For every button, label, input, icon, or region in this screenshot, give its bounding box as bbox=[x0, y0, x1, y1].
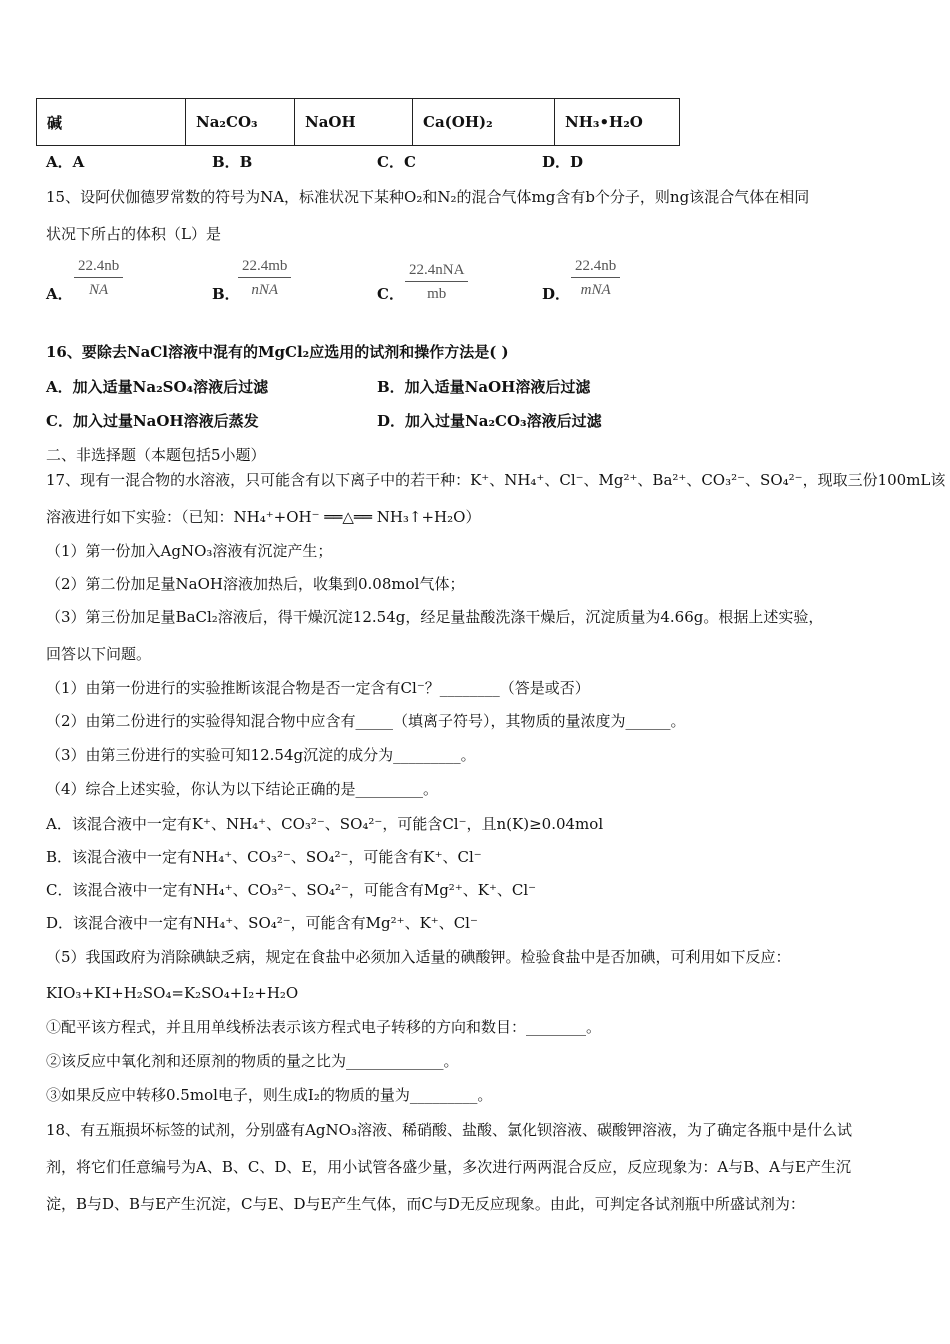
fraction-numerator: 22.4nb bbox=[74, 258, 123, 278]
q15-option-c-label[interactable]: C． bbox=[377, 285, 404, 303]
fraction-denominator bbox=[238, 278, 291, 299]
fraction-denominator-text: NA bbox=[89, 282, 109, 298]
q17-choice-b[interactable]: B．该混合液中一定有NH₄⁺、CO₃²⁻、SO₄²⁻，可能含有K⁺、Cl⁻ bbox=[46, 848, 482, 866]
q14-option-b[interactable]: B．B bbox=[212, 153, 253, 171]
q16-option-a[interactable]: A．加入适量Na₂SO₄溶液后过滤 bbox=[46, 378, 269, 396]
q14-option-d[interactable]: D．D bbox=[542, 153, 584, 171]
q16-option-c[interactable]: C．加入过量NaOH溶液后蒸发 bbox=[46, 412, 259, 430]
fraction-denominator bbox=[571, 278, 620, 299]
q15-option-c-fraction bbox=[405, 262, 468, 303]
section-heading: 二、非选择题（本题包括5小题） bbox=[46, 446, 266, 464]
q17-question-4: （4）综合上述实验，你认为以下结论正确的是_________。 bbox=[46, 780, 439, 798]
q16-stem: 16、要除去NaCl溶液中混有的MgCl₂应选用的试剂和操作方法是( ) bbox=[46, 343, 509, 361]
fraction-numerator: 22.4nNA bbox=[405, 262, 468, 282]
q17-question-3: （3）由第三份进行的实验可知12.54g沉淀的成分为_________。 bbox=[46, 746, 476, 764]
q17-experiment-3-line1: （3）第三份加足量BaCl₂溶液后，得干燥沉淀12.54g，经足量盐酸洗涤干燥后，沉淀质量为4.66g。根据上述实验， bbox=[46, 608, 824, 626]
base-table bbox=[36, 98, 680, 146]
fraction-denominator bbox=[74, 278, 123, 299]
q18-stem-line2: 剂，将它们任意编号为A、B、C、D、E，用小试管各盛少量，多次进行两两混合反应，反应现象为：A与B、A与E产生沉 bbox=[46, 1158, 851, 1176]
q16-option-d[interactable]: D．加入过量Na₂CO₃溶液后过滤 bbox=[377, 412, 602, 430]
q17-subquestion-2: ②该反应中氧化剂和还原剂的物质的量之比为_____________。 bbox=[46, 1052, 459, 1070]
fraction-numerator: 22.4mb bbox=[238, 258, 291, 278]
q15-option-b-fraction bbox=[238, 258, 291, 299]
q17-choice-d[interactable]: D．该混合液中一定有NH₄⁺、SO₄²⁻，可能含有Mg²⁺、K⁺、Cl⁻ bbox=[46, 914, 478, 932]
q17-question-2: （2）由第二份进行的实验得知混合物中应含有_____（填离子符号），其物质的量浓度为______。 bbox=[46, 712, 686, 730]
fraction-denominator-text: mNA bbox=[580, 282, 611, 298]
q14-option-c[interactable]: C．C bbox=[377, 153, 416, 171]
q15-option-a-fraction bbox=[74, 258, 123, 299]
q17-choice-a[interactable]: A．该混合液中一定有K⁺、NH₄⁺、CO₃²⁻、SO₄²⁻，可能含Cl⁻，且n(K)≥0.04mol bbox=[46, 815, 604, 833]
q17-stem-line2: 溶液进行如下实验：（已知：NH₄⁺+OH⁻ ══△══ NH₃↑+H₂O） bbox=[46, 508, 481, 526]
q17-subquestion-1: ①配平该方程式，并且用单线桥法表示该方程式电子转移的方向和数目：________。 bbox=[46, 1018, 602, 1036]
q15-option-d-label[interactable]: D． bbox=[542, 285, 571, 303]
q16-option-b[interactable]: B．加入适量NaOH溶液后过滤 bbox=[377, 378, 591, 396]
q17-experiment-1: （1）第一份加入AgNO₃溶液有沉淀产生； bbox=[46, 542, 333, 560]
q14-option-a[interactable]: A．A bbox=[46, 153, 85, 171]
fraction-denominator-text: nNA bbox=[251, 282, 279, 298]
fraction-denominator: mb bbox=[427, 286, 447, 302]
q17-experiment-2: （2）第二份加足量NaOH溶液加热后，收集到0.08mol气体； bbox=[46, 575, 465, 593]
q15-option-a-label[interactable]: A． bbox=[46, 285, 73, 303]
q15-option-b-label[interactable]: B． bbox=[212, 285, 240, 303]
q18-stem-line3: 淀，B与D、B与E产生沉淀，C与E、D与E产生气体，而C与D无反应现象。由此，可判定各试剂瓶中所盛试剂为： bbox=[46, 1195, 805, 1213]
q17-stem-line1: 17、现有一混合物的水溶液，只可能含有以下离子中的若干种：K⁺、NH₄⁺、Cl⁻、Mg²⁺、Ba²⁺、CO₃²⁻、SO₄²⁻，现取三份100mL该 bbox=[46, 471, 946, 489]
q15-stem-line2: 状况下所占的体积（L）是 bbox=[46, 225, 221, 243]
table-cell: Na₂CO₃ bbox=[186, 99, 295, 146]
q17-subquestion-3: ③如果反应中转移0.5mol电子，则生成I₂的物质的量为_________。 bbox=[46, 1086, 493, 1104]
q17-equation: KIO₃+KI+H₂SO₄=K₂SO₄+I₂+H₂O bbox=[46, 984, 299, 1002]
q17-experiment-3-line2: 回答以下问题。 bbox=[46, 645, 152, 663]
fraction-numerator: 22.4nb bbox=[571, 258, 620, 278]
q17-choice-c[interactable]: C．该混合液中一定有NH₄⁺、CO₃²⁻、SO₄²⁻，可能含有Mg²⁺、K⁺、Cl⁻ bbox=[46, 881, 537, 899]
q18-stem-line1: 18、有五瓶损坏标签的试剂，分别盛有AgNO₃溶液、稀硝酸、盐酸、氯化钡溶液、碳酸钾溶液，为了确定各瓶中是什么试 bbox=[46, 1121, 852, 1139]
q17-question-5: （5）我国政府为消除碘缺乏病，规定在食盐中必须加入适量的碘酸钾。检验食盐中是否加碘，可利用如下反应： bbox=[46, 948, 791, 966]
table-cell: Ca(OH)₂ bbox=[413, 99, 555, 146]
q15-option-d-fraction bbox=[571, 258, 620, 299]
table-cell: NH₃•H₂O bbox=[555, 99, 680, 146]
table-cell: 碱 bbox=[37, 99, 186, 146]
table-cell: NaOH bbox=[295, 99, 413, 146]
q17-question-1: （1）由第一份进行的实验推断该混合物是否一定含有Cl⁻？________（答是或否） bbox=[46, 679, 590, 697]
q15-stem-line1: 15、设阿伏伽德罗常数的符号为NA，标准状况下某种O₂和N₂的混合气体mg含有b个分子，则ng该混合气体在相同 bbox=[46, 188, 810, 206]
